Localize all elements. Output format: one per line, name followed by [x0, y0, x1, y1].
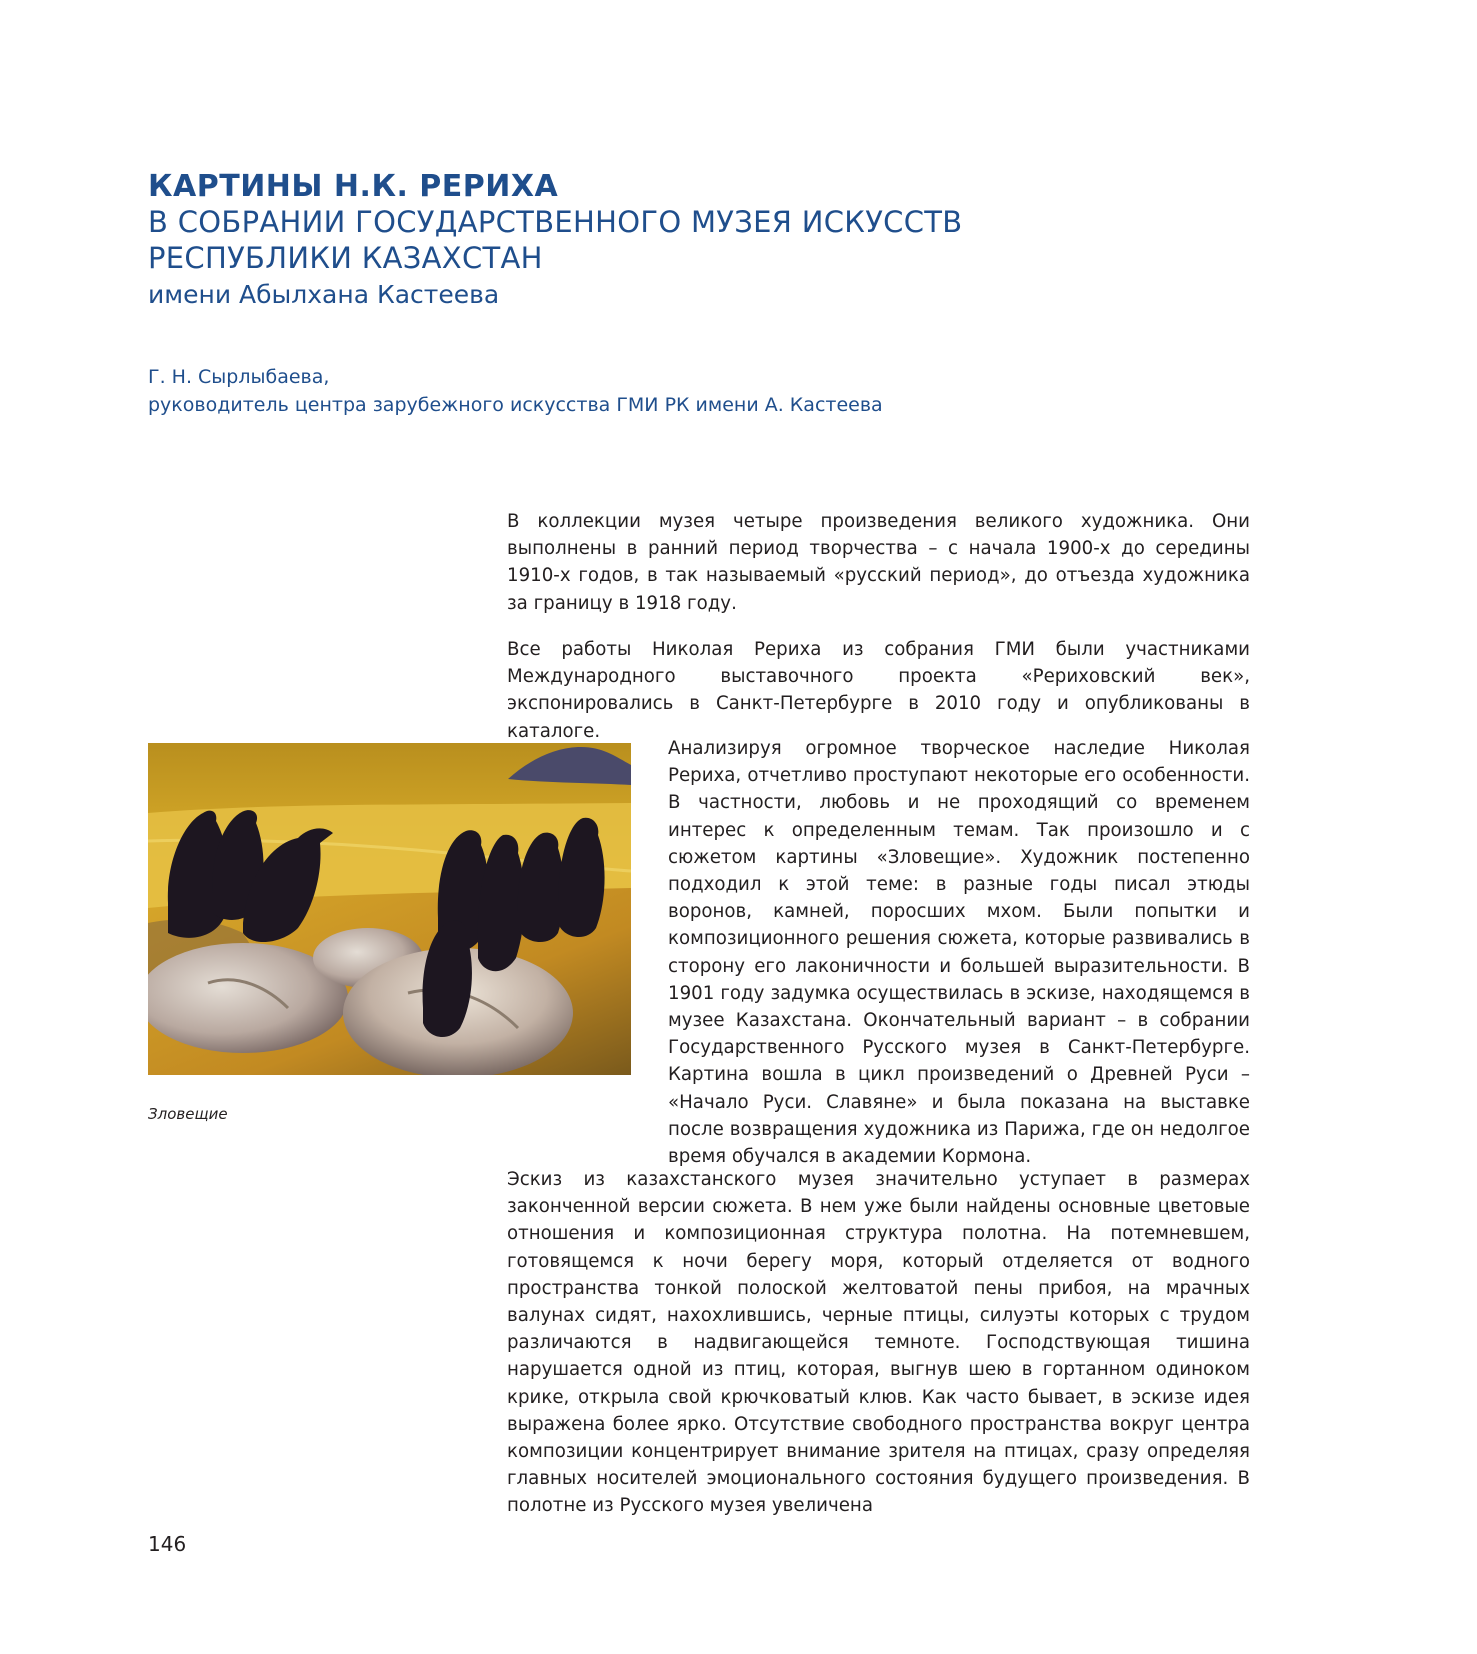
- paragraph-1: В коллекции музея четыре произведения великого художника. Они выполнены в ранний период творчества – с начала 1900-х до середины 1910-х годов, в так называемый «русский период», до отъезда художника за границу в 1918 году.: [507, 511, 1250, 614]
- page-number: 146: [148, 1532, 187, 1556]
- author-block: [148, 363, 1148, 419]
- article-title: [148, 170, 1248, 312]
- painting-ravens-illustration: [148, 743, 631, 1075]
- title-line-2: В СОБРАНИИ ГОСУДАРСТВЕННОГО МУЗЕЯ ИСКУССТВ: [148, 205, 963, 239]
- paragraph-3: Анализируя огромное творческое наследие Николая Рериха, отчетливо проступают некоторые его особенности. В частности, любовь и не проходящий со временем интерес к определенным темам. Так произошло и с сюжетом картины «Зловещие». Художник постепенно подходил к этой теме: в разные годы писал этюды воронов, камней, поросших мхом. Были попытки и композиционного решения сюжета, которые развивались в сторону его лаконичности и большей выразительности. В 1901 году задумка осуществилась в эскизе, находящемся в музее Казахстана. Окончательный вариант – в собрании Государственного Русского музея в Санкт-Петербурге. Картина вошла в цикл произведений о Древней Руси – «Начало Руси. Славяне» и была показана на выставке после возвращения художника из Парижа, где он недолгое время обучался в академии Кормона.: [668, 738, 1250, 1168]
- author-name: Г. Н. Сырлыбаева,: [148, 366, 330, 388]
- author-position: руководитель центра зарубежного искусства ГМИ РК имени А. Кастеева: [148, 394, 883, 416]
- paragraph-2: Все работы Николая Рериха из собрания ГМИ были участниками Международного выставочного проекта «Рериховский век», экспонировались в Санкт-Петербурге в 2010 году и опубликованы в каталоге.: [507, 639, 1250, 742]
- figure-caption: Зловещие: [148, 1105, 228, 1123]
- title-line-4: имени Абылхана Кастеева: [148, 280, 500, 309]
- painting-image: [148, 743, 631, 1075]
- paragraph-4: Эскиз из казахстанского музея значительно уступает в размерах законченной версии сюжета. В нем уже были найдены основные цветовые отношения и композиционная структура полотна. На потемневшем, готовящемся к ночи берегу моря, который отделяется от водного пространства тонкой полоской желтоватой пены прибоя, на мрачных валунах сидят, нахохлившись, черные птицы, силуэты которых с трудом различаются в надвигающейся темноте. Господствующая тишина нарушается одной из птиц, которая, выгнув шею в гортанном одиноком крике, открыла свой крючковатый клюв. Как часто бывает, в эскизе идея выражена более ярко. Отсутствие свободного пространства вокруг центра композиции концентрирует внимание зрителя на птицах, сразу определяя главных носителей эмоционального состояния будущего произведения. В полотне из Русского музея увеличена: [507, 1169, 1250, 1517]
- title-line-3: РЕСПУБЛИКИ КАЗАХСТАН: [148, 241, 543, 275]
- title-line-1: КАРТИНЫ Н.К. РЕРИХА: [148, 169, 559, 204]
